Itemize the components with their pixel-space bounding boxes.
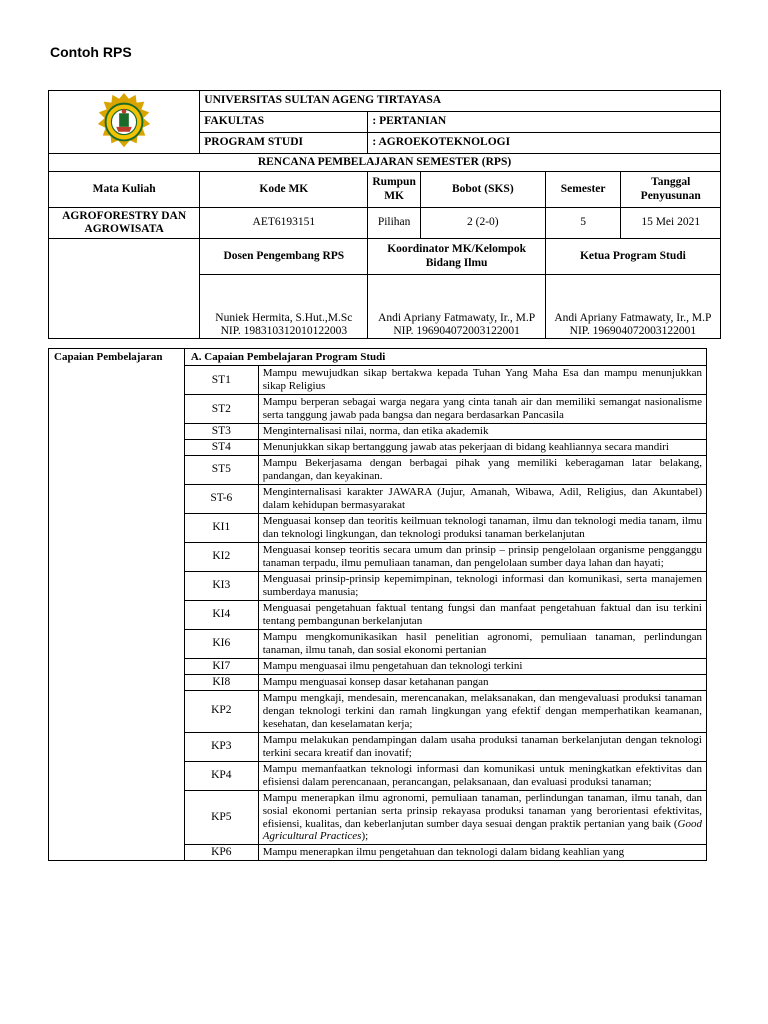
faculty-value: : PERTANIAN bbox=[368, 112, 721, 133]
outcome-description: Menginternalisasi karakter JAWARA (Jujur, Amanah, Wibawa, Adil, Religius, dan Akuntabel) dalam kehidupan bermasyarakat bbox=[258, 485, 706, 514]
rps-title: RENCANA PEMBELAJARAN SEMESTER (RPS) bbox=[49, 154, 721, 172]
outcome-row bbox=[49, 732, 707, 761]
outcome-code: KI2 bbox=[184, 543, 258, 572]
outcome-row bbox=[49, 790, 707, 845]
col-header-group: Rumpun MK bbox=[368, 172, 420, 208]
coord-label: Koordinator MK/Kelompok Bidang Ilmu bbox=[368, 239, 545, 275]
course-group: Pilihan bbox=[368, 208, 420, 239]
outcome-row bbox=[49, 424, 707, 440]
col-header-date: Tanggal Penyusunan bbox=[621, 172, 721, 208]
outcome-description: Mampu menguasai konsep dasar ketahanan pangan bbox=[258, 674, 706, 690]
outcome-code: ST4 bbox=[184, 440, 258, 456]
outcome-label-spacer bbox=[49, 572, 185, 601]
outcome-description: Mampu menerapkan ilmu agronomi, pemuliaan tanaman, perlindungan tanaman, ilmu tanah, dan sosial ekonomi pertanian serta prinsip rekayasa produksi tanaman yang berorientasi efektivitas, efisiensi, kualitas, dan keberlanjutan sumber daya sesuai dengan praktik pertanian yang baik (Good Agricultural Practices); bbox=[258, 790, 706, 845]
outcome-row bbox=[49, 456, 707, 485]
outcome-description: Menguasai konsep teoritis secara umum dan prinsip – prinsip pengelolaan organisme pengganggu tanaman terpadu, ilmu pemuliaan tanaman, dan pengelolaan sumber daya lahan dan hayati; bbox=[258, 543, 706, 572]
outcome-description: Menginternalisasi nilai, norma, dan etika akademik bbox=[258, 424, 706, 440]
university-logo-cell bbox=[49, 91, 200, 154]
outcome-code: ST-6 bbox=[184, 485, 258, 514]
outcome-label-spacer bbox=[49, 761, 185, 790]
outcome-code: KI7 bbox=[184, 658, 258, 674]
outcome-description: Mampu mewujudkan sikap bertakwa kepada Tuhan Yang Maha Esa dan mampu menunjukkan sikap Religius bbox=[258, 366, 706, 395]
head-name: Andi Apriany Fatmawaty, Ir., M.P bbox=[554, 311, 712, 324]
outcome-code: KI4 bbox=[184, 600, 258, 629]
outcome-code: KI8 bbox=[184, 674, 258, 690]
university-logo-icon bbox=[93, 91, 155, 153]
dev-signature bbox=[200, 275, 368, 339]
learning-outcomes-table bbox=[48, 348, 707, 861]
outcome-label-spacer bbox=[49, 543, 185, 572]
outcome-label-spacer bbox=[49, 600, 185, 629]
document-heading: Contoh RPS bbox=[50, 44, 132, 60]
col-header-credits: Bobot (SKS) bbox=[420, 172, 545, 208]
outcome-row bbox=[49, 629, 707, 658]
outcomes-section-title: A. Capaian Pembelajaran Program Studi bbox=[184, 349, 706, 366]
outcome-description: Menunjukkan sikap bertanggung jawab atas pekerjaan di bidang keahliannya secara mandiri bbox=[258, 440, 706, 456]
outcome-label-spacer bbox=[49, 658, 185, 674]
outcome-label-spacer bbox=[49, 440, 185, 456]
outcome-row bbox=[49, 485, 707, 514]
outcome-label-spacer bbox=[49, 845, 185, 861]
outcome-description: Mampu berperan sebagai warga negara yang cinta tanah air dan memiliki semangat nasionalisme serta tanggung jawab pada bangsa dan negara berdasarkan Pancasila bbox=[258, 395, 706, 424]
university-name: UNIVERSITAS SULTAN AGENG TIRTAYASA bbox=[200, 91, 721, 112]
outcome-row bbox=[49, 658, 707, 674]
outcome-code: KP4 bbox=[184, 761, 258, 790]
outcome-description: Mampu Bekerjasama dengan berbagai pihak yang memiliki keberagaman latar belakang, pandangan, dan keyakinan. bbox=[258, 456, 706, 485]
outcome-code: ST2 bbox=[184, 395, 258, 424]
faculty-label: FAKULTAS bbox=[200, 112, 368, 133]
outcome-label-spacer bbox=[49, 732, 185, 761]
outcome-row bbox=[49, 674, 707, 690]
dev-name: Nuniek Hermita, S.Hut.,M.Sc bbox=[215, 311, 353, 324]
outcome-code: ST5 bbox=[184, 456, 258, 485]
outcome-label-spacer bbox=[49, 395, 185, 424]
outcome-label-spacer bbox=[49, 690, 185, 732]
outcome-code: KP3 bbox=[184, 732, 258, 761]
outcome-row bbox=[49, 690, 707, 732]
outcome-description: Mampu melakukan pendampingan dalam usaha produksi tanaman berkelanjutan dengan teknologi terkini secara kreatif dan inovatif; bbox=[258, 732, 706, 761]
outcome-code: KP6 bbox=[184, 845, 258, 861]
outcome-description: Menguasai konsep dan teoritis keilmuan teknologi tanaman, ilmu dan teknologi media tanam, ilmu dan teknologi lingkungan, dan teknologi produksi tanaman berkelanjutan bbox=[258, 514, 706, 543]
outcome-code: ST3 bbox=[184, 424, 258, 440]
outcome-description: Mampu mengkaji, mendesain, merencanakan, melaksanakan, dan mengevaluasi produksi tanaman dengan teknologi terkini dan ramah lingkungan yang efektif dengan memperhatikan keamanan, kesehatan, dan keselamatan kerja; bbox=[258, 690, 706, 732]
outcome-description: Menguasai prinsip-prinsip kepemimpinan, teknologi informasi dan komunikasi, serta manajemen sumberdaya manusia; bbox=[258, 572, 706, 601]
coord-nip: NIP. 196904072003122001 bbox=[393, 324, 520, 337]
signer-blank-cell-lower bbox=[49, 275, 200, 339]
outcome-row bbox=[49, 761, 707, 790]
outcome-code: KI1 bbox=[184, 514, 258, 543]
outcome-label-spacer bbox=[49, 366, 185, 395]
outcome-description: Mampu memanfaatkan teknologi informasi dan komunikasi untuk meningkatkan efektivitas dan efisiensi dalam perencanaan, perancangan, pelaksanaan, dan evaluasi produksi tanaman; bbox=[258, 761, 706, 790]
outcome-label-spacer bbox=[49, 424, 185, 440]
outcome-description: Mampu menguasai ilmu pengetahuan dan teknologi terkini bbox=[258, 658, 706, 674]
program-label: PROGRAM STUDI bbox=[200, 133, 368, 154]
outcome-row bbox=[49, 514, 707, 543]
outcome-label-spacer bbox=[49, 485, 185, 514]
outcome-row bbox=[49, 395, 707, 424]
outcome-row bbox=[49, 543, 707, 572]
head-signature bbox=[545, 275, 720, 339]
col-header-code: Kode MK bbox=[200, 172, 368, 208]
course-semester: 5 bbox=[545, 208, 621, 239]
outcome-label-spacer bbox=[49, 790, 185, 845]
outcome-row bbox=[49, 845, 707, 861]
course-name: AGROFORESTRY DAN AGROWISATA bbox=[49, 208, 200, 239]
dev-label: Dosen Pengembang RPS bbox=[200, 239, 368, 275]
coord-signature bbox=[368, 275, 545, 339]
outcome-code: KP2 bbox=[184, 690, 258, 732]
outcome-code: ST1 bbox=[184, 366, 258, 395]
outcome-row bbox=[49, 440, 707, 456]
dev-nip: NIP. 198310312010122003 bbox=[220, 324, 348, 337]
outcome-description: Menguasai pengetahuan faktual tentang fungsi dan manfaat pengetahuan faktual dan isu terkini tentang pembangunan berkelanjutan bbox=[258, 600, 706, 629]
course-code: AET6193151 bbox=[200, 208, 368, 239]
col-header-semester: Semester bbox=[545, 172, 621, 208]
outcome-label-spacer bbox=[49, 514, 185, 543]
col-header-course: Mata Kuliah bbox=[49, 172, 200, 208]
outcome-label-spacer bbox=[49, 674, 185, 690]
course-date: 15 Mei 2021 bbox=[621, 208, 721, 239]
rps-header-table bbox=[48, 90, 721, 339]
outcome-code: KI6 bbox=[184, 629, 258, 658]
head-label: Ketua Program Studi bbox=[545, 239, 720, 275]
outcome-row bbox=[49, 366, 707, 395]
outcome-row bbox=[49, 600, 707, 629]
coord-name: Andi Apriany Fatmawaty, Ir., M.P bbox=[378, 311, 536, 324]
program-value: : AGROEKOTEKNOLOGI bbox=[368, 133, 721, 154]
outcome-label-spacer bbox=[49, 629, 185, 658]
outcome-label-spacer bbox=[49, 456, 185, 485]
outcome-description: Mampu mengkomunikasikan hasil penelitian agronomi, pemuliaan tanaman, perlindungan tanaman, ilmu tanah, dan sosial ekonomi pertanian bbox=[258, 629, 706, 658]
outcome-code: KI3 bbox=[184, 572, 258, 601]
outcome-code: KP5 bbox=[184, 790, 258, 845]
outcomes-label: Capaian Pembelajaran bbox=[49, 349, 185, 366]
outcome-row bbox=[49, 572, 707, 601]
head-nip: NIP. 196904072003122001 bbox=[569, 324, 697, 337]
outcome-description: Mampu menerapkan ilmu pengetahuan dan teknologi dalam bidang keahlian yang bbox=[258, 845, 706, 861]
course-credits: 2 (2-0) bbox=[420, 208, 545, 239]
signer-blank-cell bbox=[49, 239, 200, 275]
